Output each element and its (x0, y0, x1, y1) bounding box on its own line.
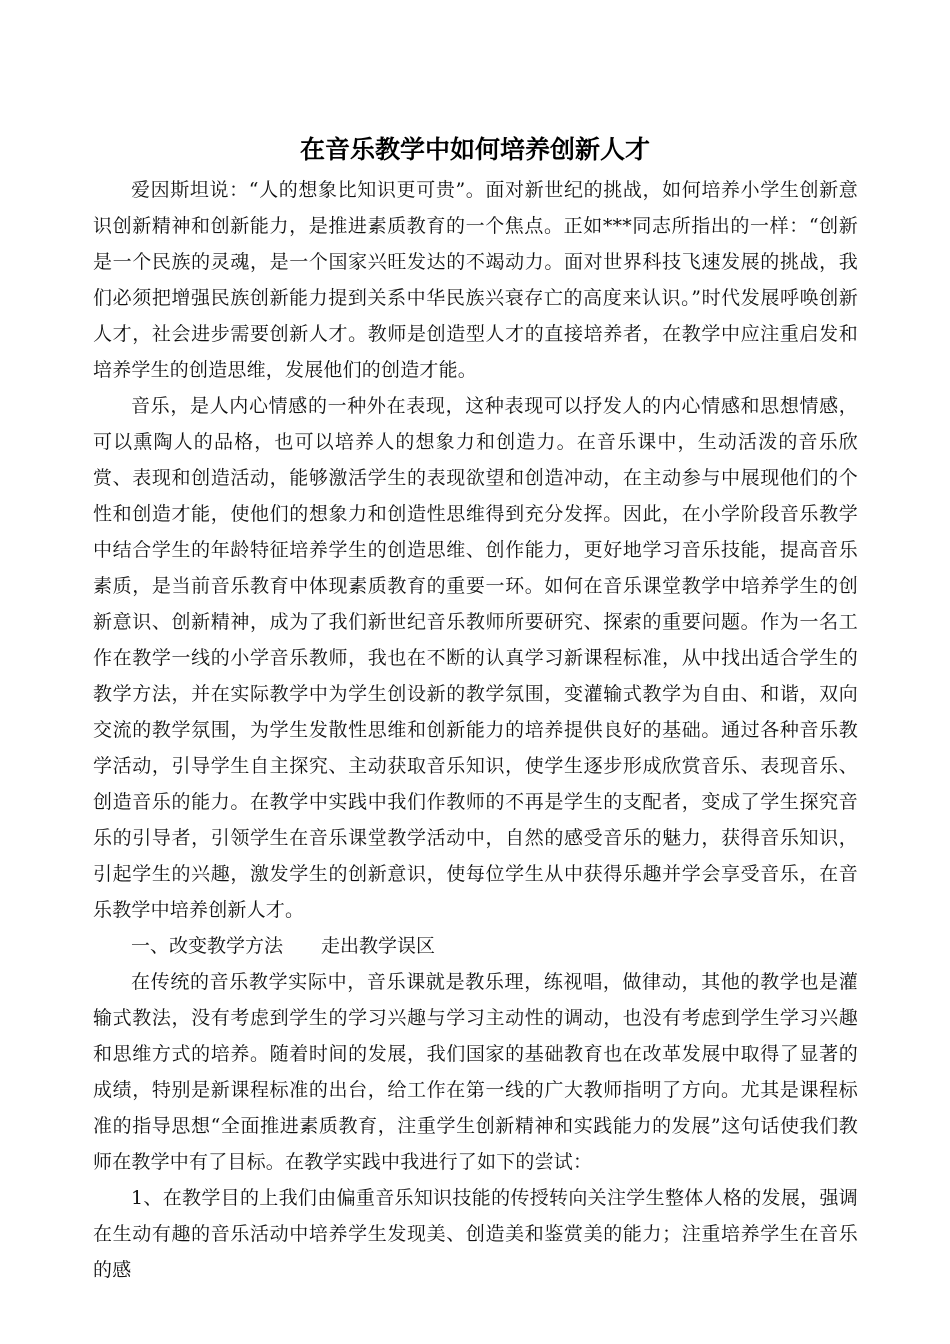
section-heading: 一、改变教学方法 走出教学误区 (131, 935, 436, 957)
document-title: 在音乐教学中如何培养创新人才 (299, 135, 650, 164)
paragraph-point-1: 1、在教学目的上我们由偏重音乐知识技能的传授转向关注学生整体人格的发展，强调在生动有趣的音乐活动中培养学生发现美、创造美和鉴赏美的能力；注重培养学生在音乐的感 (93, 1187, 858, 1281)
paragraph-music: 音乐，是人内心情感的一种外在表现，这种表现可以抒发人的内心情感和思想情感，可以熏陶人的品格，也可以培养人的想象力和创造力。在音乐课中，生动活泼的音乐欣赏、表现和创造活动，能够激活学生的表现欲望和创造冲动，在主动参与中展现他们的个性和创造才能，使他们的想象力和创造性思维得到充分发挥。因此，在小学阶段音乐教学中结合学生的年龄特征培养学生的创造思维、创作能力，更好地学习音乐技能，提高音乐素质，是当前音乐教育中体现素质教育的重要一环。如何在音乐课堂教学中培养学生的创新意识、创新精神，成为了我们新世纪音乐教师所要研究、探索的重要问题。作为一名工作在教学一线的小学音乐教师，我也在不断的认真学习新课程标准，从中找出适合学生的教学方法，并在实际教学中为学生创设新的教学氛围，变灌输式教学为自由、和谐，双向交流的教学氛围，为学生发散性思维和创新能力的培养提供良好的基础。通过各种音乐教学活动，引导学生自主探究、主动获取音乐知识，使学生逐步形成欣赏音乐、表现音乐、创造音乐的能力。在教学中实践中我们作教师的不再是学生的支配者，变成了学生探究音乐的引导者，引领学生在音乐课堂教学活动中，自然的感受音乐的魅力，获得音乐知识，引起学生的兴趣，激发学生的创新意识，使每位学生从中获得乐趣并学会享受音乐，在音乐教学中培养创新人才。 (93, 395, 858, 921)
paragraph-intro: 爱因斯坦说：“人的想象比知识更可贵”。面对新世纪的挑战，如何培养小学生创新意识创新精神和创新能力，是推进素质教育的一个焦点。正如***同志所指出的一样：“创新是一个民族的灵魂，是一个国家兴旺发达的不竭动力。面对世界科技飞速发展的挑战，我们必须把增强民族创新能力提到关系中华民族兴衰存亡的高度来认识。”时代发展呼唤创新人才，社会进步需要创新人才。教师是创造型人才的直接培养者，在教学中应注重启发和培养学生的创造思维，发展他们的创造才能。 (93, 179, 858, 381)
document-body (93, 172, 858, 1288)
paragraph-traditional: 在传统的音乐教学实际中，音乐课就是教乐理，练视唱，做律动，其他的教学也是灌输式教法，没有考虑到学生的学习兴趣与学习主动性的调动，也没有考虑到学生学习兴趣和思维方式的培养。随着时间的发展，我们国家的基础教育也在改革发展中取得了显著的成绩，特别是新课程标准的出台，给工作在第一线的广大教师指明了方向。尤其是课程标准的指导思想“全面推进素质教育，注重学生创新精神和实践能力的发展”这句话使我们教师在教学中有了目标。在教学实践中我进行了如下的尝试： (93, 971, 858, 1173)
